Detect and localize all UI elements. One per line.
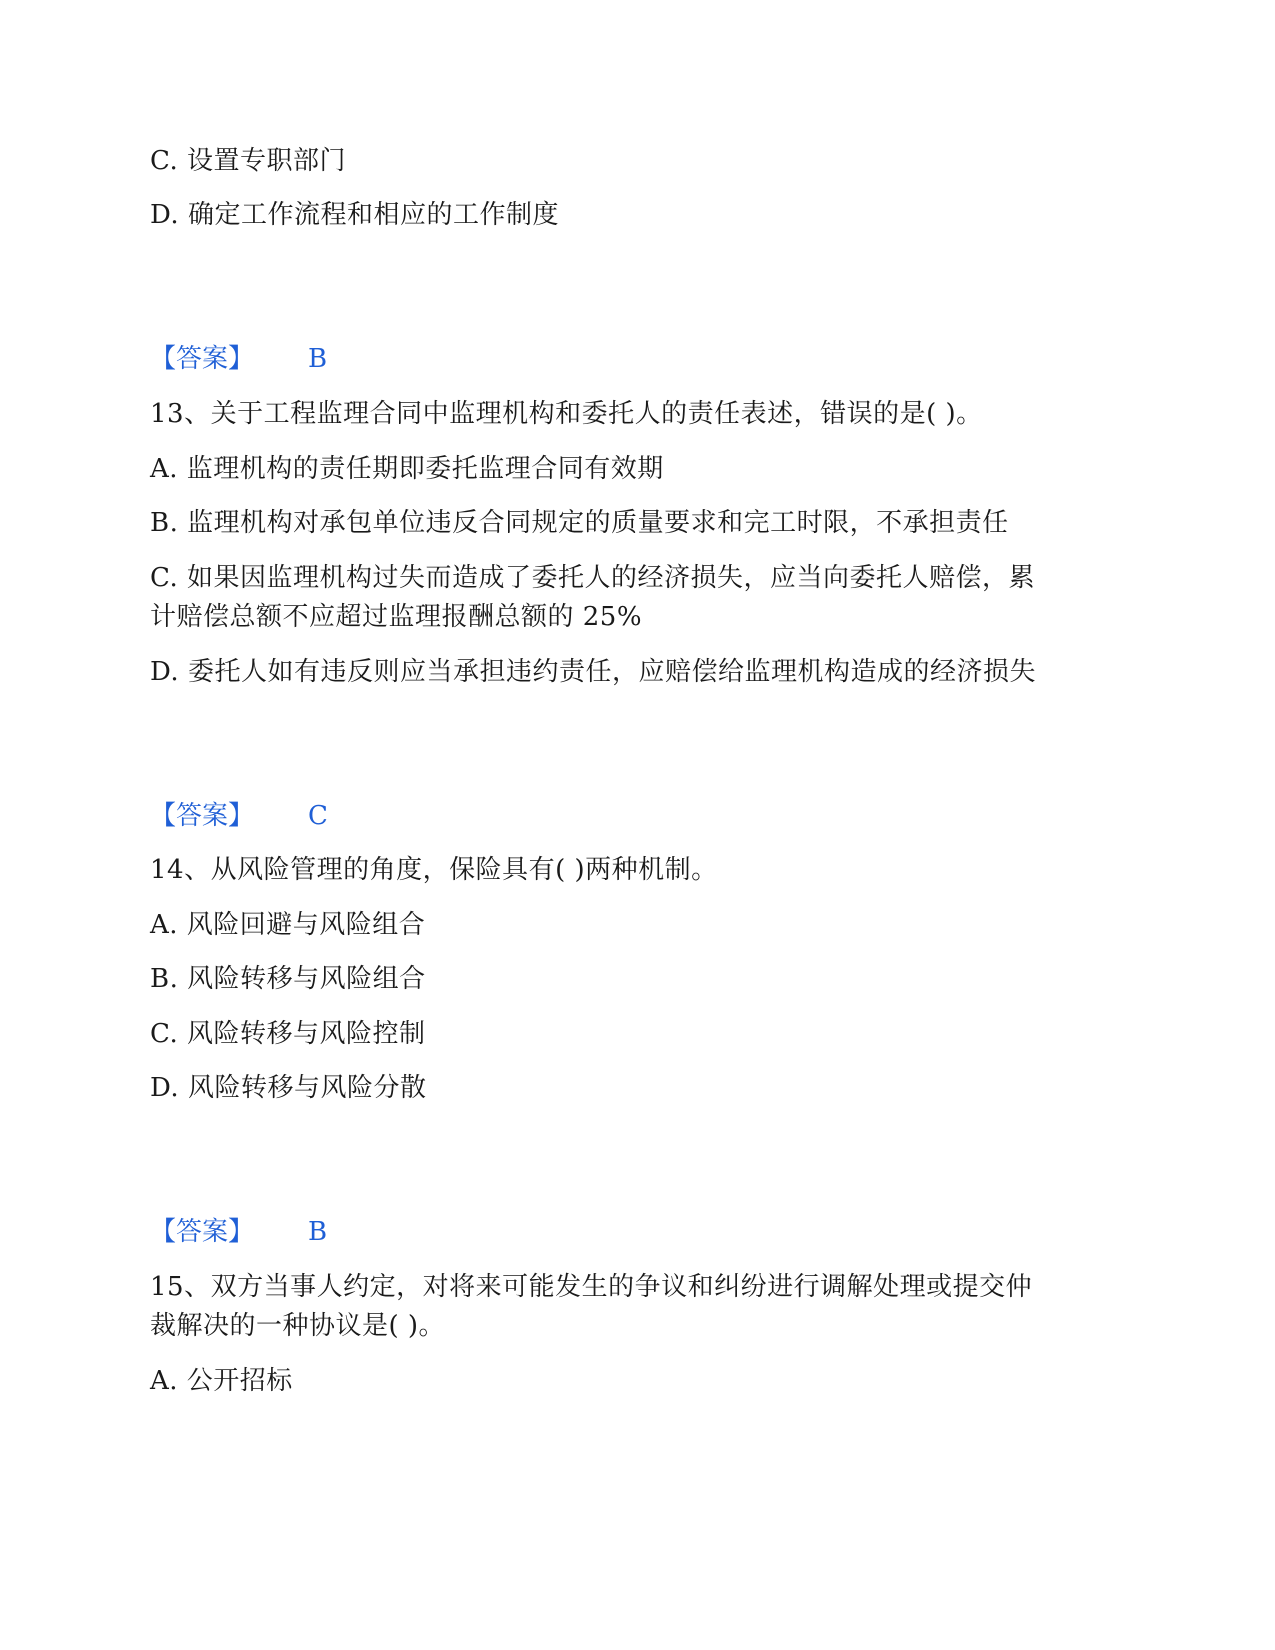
q15-option-a: A. 公开招标 <box>150 1366 293 1396</box>
q12-option-d: D. 确定工作流程和相应的工作制度 <box>150 200 559 230</box>
answer-label: 【答案】 <box>150 801 255 831</box>
answer-14 <box>150 1212 327 1252</box>
answer-value: B <box>308 1217 328 1247</box>
q14-option-a: A. 风险回避与风险组合 <box>150 910 426 940</box>
answer-value: B <box>308 344 328 374</box>
q13-option-c-line1: C. 如果因监理机构过失而造成了委托人的经济损失，应当向委托人赔偿，累 <box>150 563 1035 593</box>
q13-option-c-line2: 计赔偿总额不应超过监理报酬总额的 25% <box>150 602 643 632</box>
q12-option-c: C. 设置专职部门 <box>150 146 346 176</box>
answer-label: 【答案】 <box>150 1217 255 1247</box>
q13-option-d: D. 委托人如有违反则应当承担违约责任，应赔偿给监理机构造成的经济损失 <box>150 657 1036 687</box>
q14-option-b: B. 风险转移与风险组合 <box>150 964 426 994</box>
answer-value: C <box>308 801 328 831</box>
q13-option-a: A. 监理机构的责任期即委托监理合同有效期 <box>150 454 664 484</box>
q13-stem: 13、关于工程监理合同中监理机构和委托人的责任表述，错误的是( )。 <box>150 399 983 429</box>
answer-13 <box>150 796 328 836</box>
answer-12 <box>150 339 327 379</box>
q13-option-b: B. 监理机构对承包单位违反合同规定的质量要求和完工时限，不承担责任 <box>150 508 1009 538</box>
q14-option-c: C. 风险转移与风险控制 <box>150 1019 426 1049</box>
q14-stem: 14、从风险管理的角度，保险具有( )两种机制。 <box>150 855 718 885</box>
q14-option-d: D. 风险转移与风险分散 <box>150 1073 427 1103</box>
answer-label: 【答案】 <box>150 344 255 374</box>
q15-stem-line2: 裁解决的一种协议是( )。 <box>150 1311 446 1341</box>
q15-stem-line1: 15、双方当事人约定，对将来可能发生的争议和纠纷进行调解处理或提交仲 <box>150 1272 1033 1302</box>
